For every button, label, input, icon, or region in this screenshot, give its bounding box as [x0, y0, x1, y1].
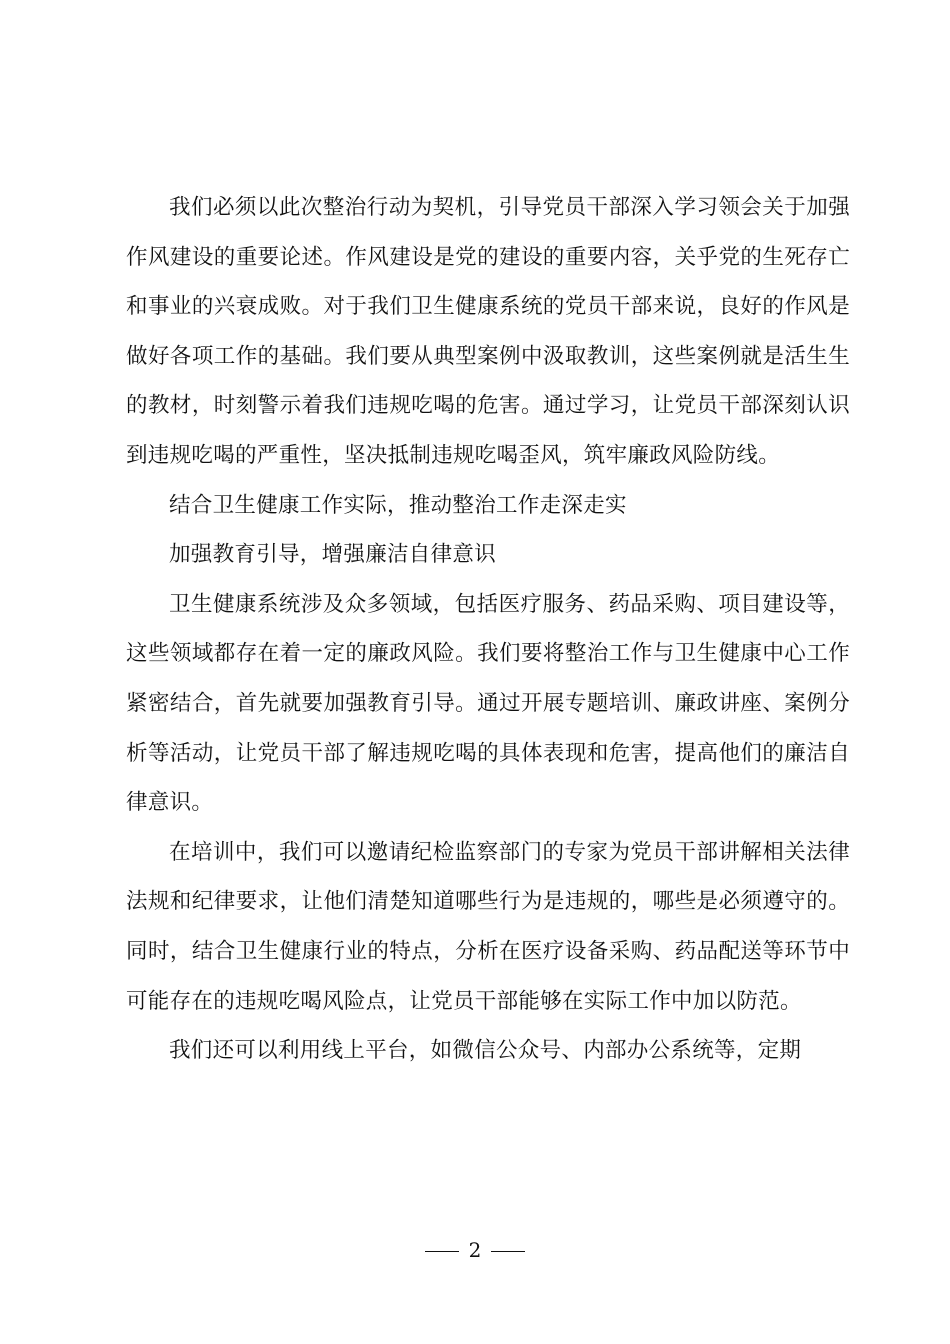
paragraph-training: 在培训中，我们可以邀请纪检监察部门的专家为党员干部讲解相关法律法规和纪律要求，让他们清楚知道哪些行为是违规的，哪些是必须遵守的。同时，结合卫生健康行业的特点，分析在医疗设备采购、药品配送等环节中可能存在的违规吃喝风险点，让党员干部能够在实际工作中加以防范。 [126, 839, 850, 1014]
page-number: 2 [468, 1238, 482, 1262]
document-body [126, 183, 850, 1076]
section-heading: 结合卫生健康工作实际，推动整治工作走深走实 [169, 492, 627, 518]
page-footer [0, 1238, 950, 1262]
footer-dash-left [425, 1251, 459, 1252]
paragraph-education: 卫生健康系统涉及众多领域，包括医疗服务、药品采购、项目建设等，这些领域都存在着一定的廉政风险。我们要将整治工作与卫生健康中心工作紧密结合，首先就要加强教育引导。通过开展专题培训、廉政讲座、案例分析等活动，让党员干部了解违规吃喝的具体表现和危害，提高他们的廉洁自律意识。 [126, 591, 850, 816]
paragraph-online: 我们还可以利用线上平台，如微信公众号、内部办公系统等，定期 [169, 1038, 802, 1064]
footer-dash-right [491, 1251, 525, 1252]
paragraph-intro: 我们必须以此次整治行动为契机，引导党员干部深入学习领会关于加强作风建设的重要论述。作风建设是党的建设的重要内容，关乎党的生死存亡和事业的兴衰成败。对于我们卫生健康系统的党员干部来说，良好的作风是做好各项工作的基础。我们要从典型案例中汲取教训，这些案例就是活生生的教材，时刻警示着我们违规吃喝的危害。通过学习，让党员干部深刻认识到违规吃喝的严重性，坚决抵制违规吃喝歪风，筑牢廉政风险防线。 [126, 195, 850, 468]
subsection-heading: 加强教育引导，增强廉洁自律意识 [169, 542, 497, 568]
